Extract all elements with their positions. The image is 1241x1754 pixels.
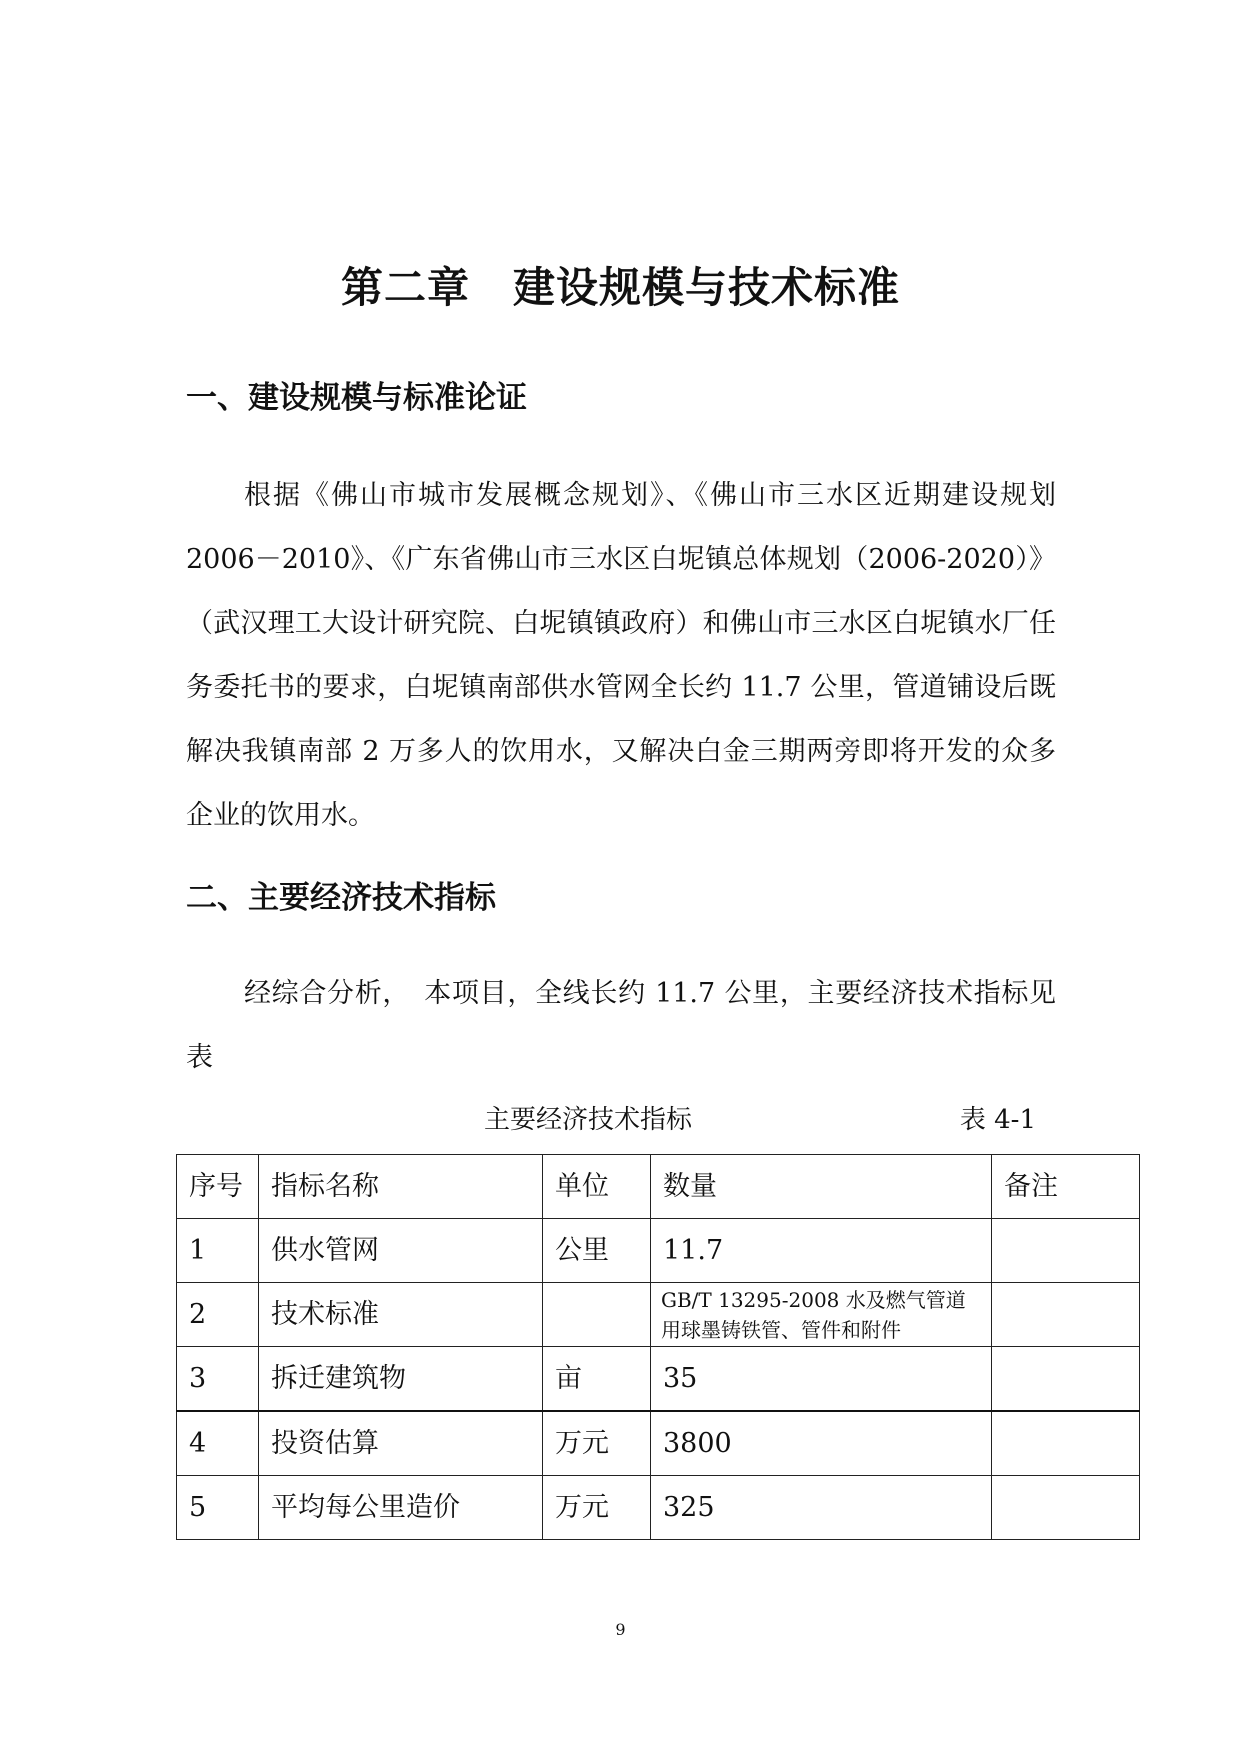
cell-unit: 亩 xyxy=(543,1347,651,1412)
cell-name: 投资估算 xyxy=(259,1411,543,1476)
table-caption xyxy=(186,1098,1036,1142)
header-cell-remark: 备注 xyxy=(992,1155,1140,1219)
cell-index: 4 xyxy=(177,1411,259,1476)
section-heading-scale: 一、建设规模与标准论证 xyxy=(186,380,527,416)
section-heading-indicators: 二、主要经济技术指标 xyxy=(186,880,496,916)
page-number: 9 xyxy=(615,1620,626,1639)
cell-quantity: 35 xyxy=(651,1347,992,1412)
cell-quantity: 11.7 xyxy=(651,1219,992,1283)
cell-remark xyxy=(992,1347,1140,1412)
table-caption-number: 表 4-1 xyxy=(959,1105,1036,1135)
paragraph-scale-basis: 根据《佛山市城市发展概念规划》、《佛山市三水区近期建设规划2006－2010》、《广东省佛山市三水区白坭镇总体规划（2006-2020）》（武汉理工大设计研究院、白坭镇镇政府）和佛山市三水区白坭镇水厂任务委托书的要求，白坭镇南部供水管网全长约 11.7 公里，管道铺设后既解决我镇南部 2 万多人的饮用水，又解决白金三期两旁即将开发的众多企业的饮用水。 xyxy=(186,480,1056,831)
cell-index: 2 xyxy=(177,1283,259,1347)
cell-name: 拆迁建筑物 xyxy=(259,1347,543,1412)
cell-remark xyxy=(992,1283,1140,1347)
cell-quantity: GB/T 13295-2008 水及燃气管道用球墨铸铁管、管件和附件 xyxy=(651,1283,992,1347)
cell-unit: 万元 xyxy=(543,1476,651,1540)
cell-unit: 公里 xyxy=(543,1219,651,1283)
header-cell-index: 序号 xyxy=(177,1155,259,1219)
table-row xyxy=(177,1411,1140,1476)
cell-quantity: 3800 xyxy=(651,1411,992,1476)
cell-remark xyxy=(992,1411,1140,1476)
indicators-table xyxy=(176,1154,1140,1540)
cell-remark xyxy=(992,1219,1140,1283)
cell-name: 平均每公里造价 xyxy=(259,1476,543,1540)
header-cell-quantity: 数量 xyxy=(651,1155,992,1219)
cell-name: 供水管网 xyxy=(259,1219,543,1283)
table-row xyxy=(177,1476,1140,1540)
cell-index: 3 xyxy=(177,1347,259,1412)
cell-name: 技术标准 xyxy=(259,1283,543,1347)
chapter-title: 第二章 建设规模与技术标准 xyxy=(340,263,900,312)
cell-index: 5 xyxy=(177,1476,259,1540)
header-cell-name: 指标名称 xyxy=(259,1155,543,1219)
cell-unit xyxy=(543,1283,651,1347)
cell-unit: 万元 xyxy=(543,1411,651,1476)
table-header-row xyxy=(177,1155,1140,1219)
paragraph-indicators-intro: 经综合分析， 本项目，全线长约 11.7 公里，主要经济技术指标见表 xyxy=(186,978,1056,1073)
cell-index: 1 xyxy=(177,1219,259,1283)
header-cell-unit: 单位 xyxy=(543,1155,651,1219)
cell-remark xyxy=(992,1476,1140,1540)
cell-quantity: 325 xyxy=(651,1476,992,1540)
table-row xyxy=(177,1347,1140,1412)
table-row xyxy=(177,1219,1140,1283)
table-caption-title: 主要经济技术指标 xyxy=(484,1105,693,1135)
table-row xyxy=(177,1283,1140,1347)
